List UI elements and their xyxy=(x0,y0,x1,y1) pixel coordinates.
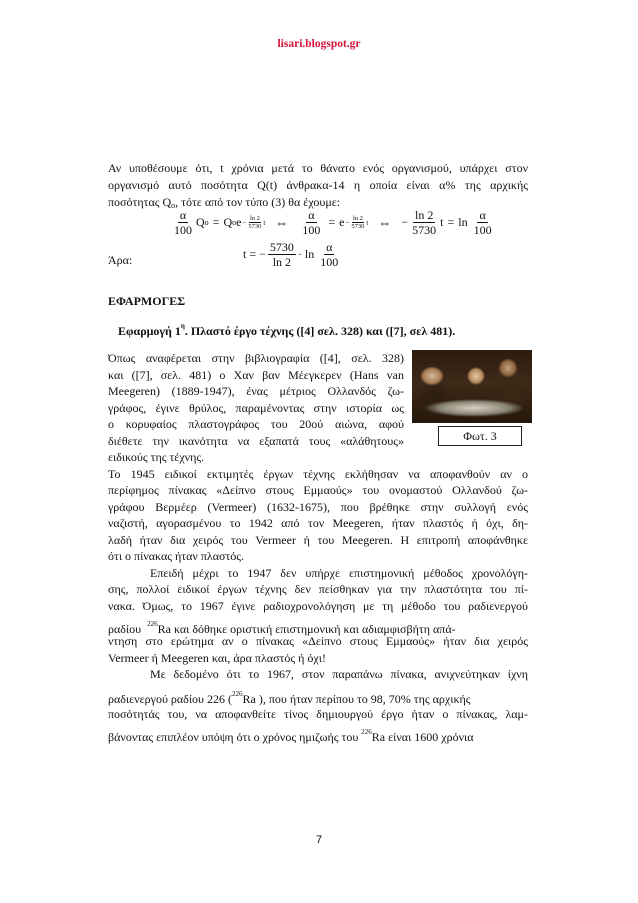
para3-line: Vermeer ή Meegeren και, άρα πλαστός ή όχι! xyxy=(108,650,326,665)
para1-line: διέθετε την ικανότητα να εξαπατά τους «αλάθητους» xyxy=(108,433,404,448)
para3-line: νακα. Όμως, το 1967 έγινε ραδιοχρονολόγηση με τη μέθοδο του ραδιενεργού xyxy=(108,598,528,613)
photo-caption: Φωτ. 3 xyxy=(438,426,522,446)
intro-line-1: Αν υποθέσουμε ότι, t χρόνια μετά το θάνατο ενός οργανισμού, υπάρχει στον xyxy=(108,161,528,175)
para1-line: ο κορυφαίος πλαστογράφος του 20ού αιώνα, αφού xyxy=(108,417,404,431)
equation-decay: $\frac{\alpha}{100}$ Q o = Q o e − $\frac{\ln 2}{5730}$ t ⇔ $\frac{\alpha}{100}$ = e − $\frac{\ln 2}{5730}$ t ⇔ − $\frac{\ln 2}{5730}$ t = ln $\frac{\alpha}{100}$ xyxy=(174,208,492,237)
para1-line: γράφος, έγινε θρύλος, παραμένοντας στην ιστορία ως xyxy=(108,400,404,415)
fraction-alpha-100: $\frac{\alpha}{100}$ xyxy=(174,208,192,237)
para3-line: ραδίου $^{226}$Ra και δόθηκε οριστική επιστημονική και αδιαμφισβήτη απά- xyxy=(108,620,456,636)
para4-line: ραδιενεργού ραδίου 226 ($^{226}$Ra ), που ήταν περίπου το 98, 70% της αρχικής xyxy=(108,690,471,706)
equation-label: Άρα: xyxy=(108,253,133,267)
para2-line: ότι ο πίνακας ήταν πλαστός. xyxy=(108,549,245,563)
section-title: ΕΦΑΡΜΟΓΕΣ xyxy=(108,294,186,308)
iff-symbol-2: ⇔ xyxy=(378,214,392,230)
para4-line: Με δεδομένο ότι το 1967, στον παραπάνω πίνακα, ανιχνεύτηκαν ίχνη xyxy=(150,667,528,681)
painting-photo xyxy=(412,350,532,423)
para3-line: Επειδή μέχρι το 1947 δεν υπήρχε επιστημονική μέθοδος χρονολόγη- xyxy=(150,565,528,580)
para2-line: γράφου Βερμέερ (Vermeer) (1632-1675), που βρέθηκε στην συλλογή ενός xyxy=(108,499,528,514)
application-title: Εφαρμογή $1^\eta$. Πλαστό έργο τέχνης ([4] σελ. 328) και ([7], σελ 481). xyxy=(118,322,456,338)
iff-symbol-1: ⇔ xyxy=(275,214,289,230)
intro-line-3: ποσότητας Qο, τότε από τον τύπο (3) θα έχουμε: xyxy=(108,195,341,210)
equation-time: t = − $\frac{5730}{\ln 2}$ · ln $\frac{\alpha}{100}$ xyxy=(243,240,339,269)
para1-line: Meegeren) (1889-1947), ένας μέτριος Ολλανδός ζω- xyxy=(108,384,404,398)
page-number: 7 xyxy=(315,834,323,846)
para1-line: ειδικούς της τέχνης. xyxy=(108,450,205,464)
para2-line: Το 1945 ειδικοί εκτιμητές έργων τέχνης εκλήθησαν να αποφανθούν αν ο xyxy=(108,466,528,481)
para4-line: ποσότητάς του, να αποφανθείτε τίνος δημιουργού έργο ήταν ο πίνακας, λαμ- xyxy=(108,707,528,721)
site-header: lisari.blogspot.gr xyxy=(277,38,361,50)
para1-line: Όπως αναφέρεται στην βιβλιογραφία ([4], σελ. 328) xyxy=(108,351,404,365)
para3-line: ντηση στο ερώτημα αν ο πίνακας «Δείπνο στους Εμμαούς» ήταν δια χειρός xyxy=(108,634,528,648)
para1-line: και ([7], σελ. 481) ο Χαν βαν Μέεγκερεν (Hans van xyxy=(108,367,404,382)
para2-line: λαδή ήταν δια χειρός του Vermeer ή του Meegeren. Η επιτροπή αποφάνθηκε xyxy=(108,532,528,547)
para2-line: ναζιστή, αγορασμένου το 1942 από τον Meegeren, ήταν πλαστός ή όχι, δη- xyxy=(108,516,528,530)
exponent-fraction: $\frac{\ln 2}{5730}$ xyxy=(248,215,262,230)
para2-line: περίφημος πίνακας «Δείπνο στους Εμμαούς» του ονομαστού Ολλανδού ζω- xyxy=(108,483,528,497)
para4-line: βάνοντας επιπλέον υπόψη ότι ο χρόνος ημιζωής του $^{226}$Ra είναι 1600 χρόνια xyxy=(108,728,474,744)
intro-line-2: οργανισμό αυτό ποσότητα Q(t) άνθρακα-14 η οποία είναι α% της αρχικής xyxy=(108,178,528,192)
para3-line: σης, πολλοί ειδικοί έργων τέχνης δεν πείσθηκαν για την πλαστότητα του πί- xyxy=(108,582,528,596)
